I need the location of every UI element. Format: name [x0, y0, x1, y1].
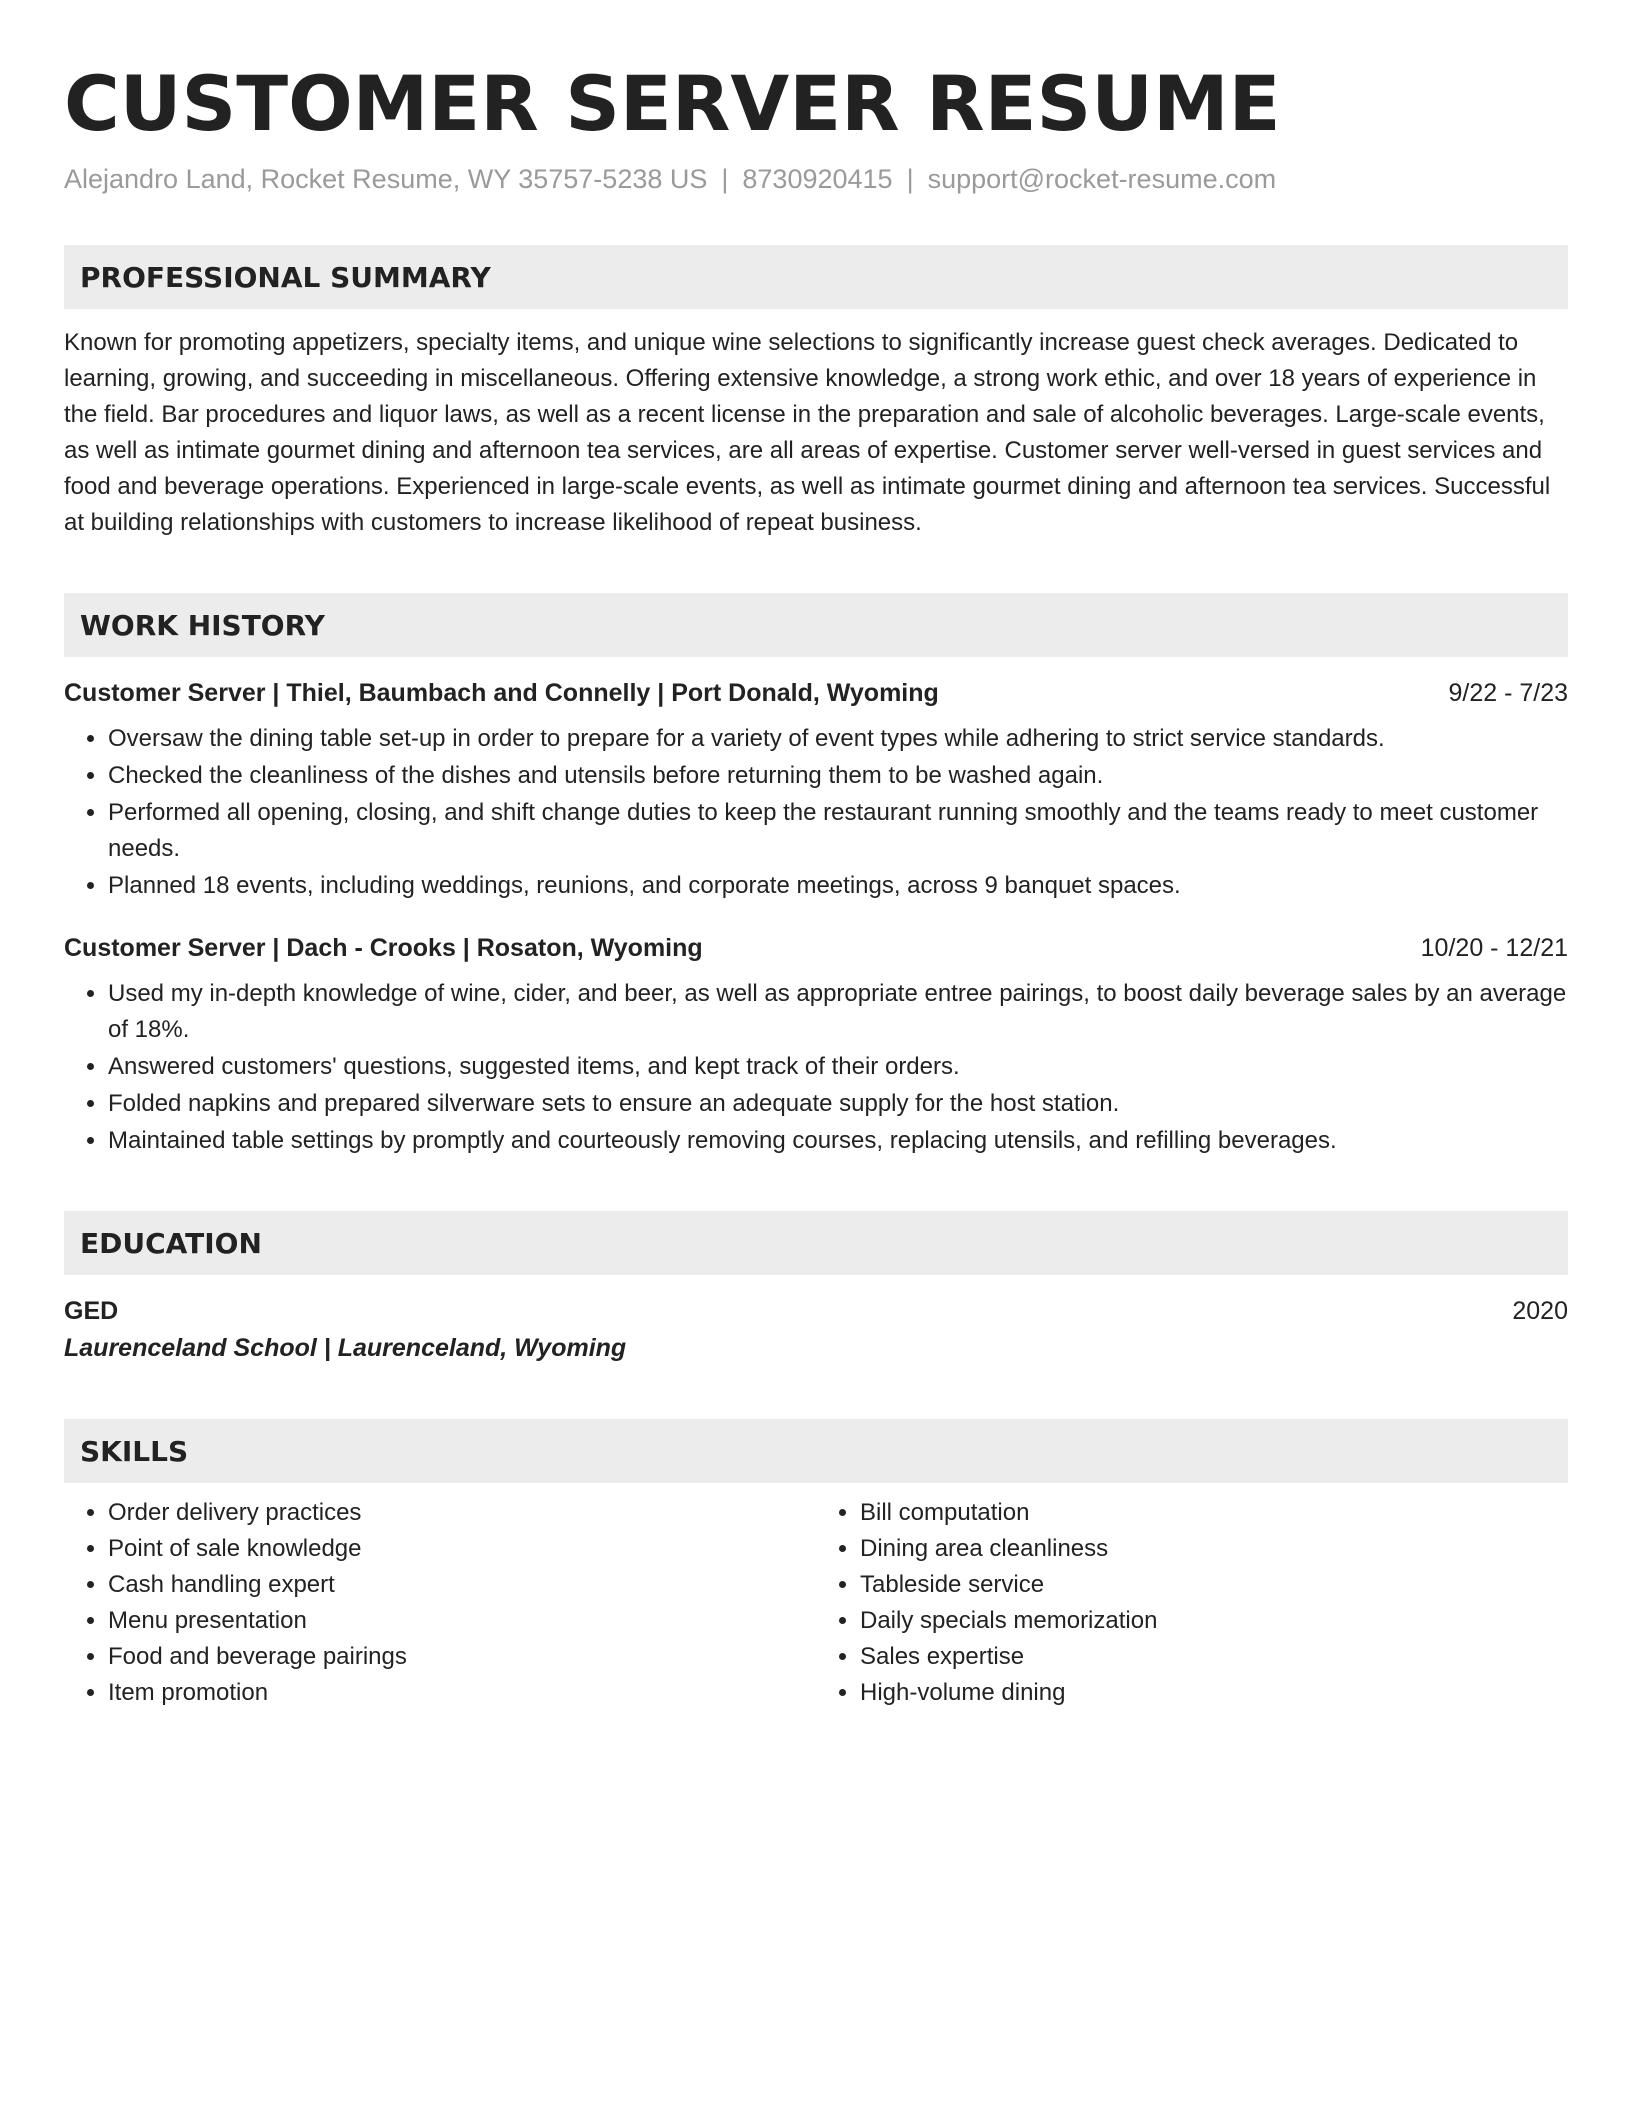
- job-title: Customer Server | Thiel, Baumbach and Connelly | Port Donald, Wyoming: [64, 679, 939, 707]
- skill-item: • Sales expertise: [860, 1639, 1568, 1675]
- resume-title: CUSTOMER SERVER RESUME: [64, 59, 1281, 148]
- job-bullet: • Maintained table settings by promptly and courteously removing courses, replacing utensils, and refilling beverages.: [108, 1123, 1568, 1159]
- section-heading-education: EDUCATION: [64, 1211, 1568, 1275]
- contact-phone: 8730920415: [742, 164, 893, 194]
- summary-text: Known for promoting appetizers, specialty items, and unique wine selections to significantly increase guest check averages. Dedicated to learning, growing, and succeeding in miscellaneous. Offering extensive knowledge, a strong work ethic, and over 18 years of experience in the field. Bar procedures and liquor laws, as well as a recent license in the preparation and sale of alcoholic beverages. Large-scale events, as well as intimate gourmet dining and afternoon tea services, are all areas of expertise. Customer server well-versed in guest services and food and beverage operations. Experienced in large-scale events, as well as intimate gourmet dining and afternoon tea services. Successful at building relationships with customers to increase likelihood of repeat business.: [64, 329, 1551, 536]
- job-entry: [64, 675, 1568, 904]
- education-entry: [64, 1293, 1568, 1367]
- skill-item: • High-volume dining: [860, 1675, 1568, 1711]
- skills-column-left: [64, 1495, 816, 1711]
- section-heading-summary: PROFESSIONAL SUMMARY: [64, 245, 1568, 309]
- skill-item: • Cash handling expert: [108, 1567, 816, 1603]
- section-heading-work-history: WORK HISTORY: [64, 593, 1568, 657]
- skills-list: [64, 1495, 1568, 1711]
- skill-item: • Bill computation: [860, 1495, 1568, 1531]
- job-title: Customer Server | Dach - Crooks | Rosaton, Wyoming: [64, 934, 703, 962]
- job-bullet: • Checked the cleanliness of the dishes and utensils before returning them to be washed again.: [108, 758, 1568, 794]
- job-header: [64, 675, 1568, 711]
- job-bullet: • Performed all opening, closing, and shift change duties to keep the restaurant running smoothly and the teams ready to meet customer needs.: [108, 795, 1568, 867]
- contact-address: Alejandro Land, Rocket Resume, WY 35757-5238 US: [64, 164, 708, 194]
- education-degree: GED: [64, 1297, 119, 1325]
- job-bullet: • Folded napkins and prepared silverware sets to ensure an adequate supply for the host station.: [108, 1086, 1568, 1122]
- job-header: [64, 930, 1568, 966]
- contact-line: [64, 164, 1568, 195]
- contact-separator: |: [906, 164, 914, 194]
- skill-item: • Item promotion: [108, 1675, 816, 1711]
- contact-email: support@rocket-resume.com: [927, 164, 1277, 194]
- job-bullets: [64, 721, 1568, 904]
- skills-column-right: [816, 1495, 1568, 1711]
- job-bullets: [64, 976, 1568, 1159]
- job-bullet: • Answered customers' questions, suggested items, and kept track of their orders.: [108, 1049, 1568, 1085]
- skill-item: • Tableside service: [860, 1567, 1568, 1603]
- job-dates: 10/20 - 12/21: [1420, 934, 1568, 962]
- job-dates: 9/22 - 7/23: [1448, 679, 1568, 707]
- skill-item: • Daily specials memorization: [860, 1603, 1568, 1639]
- education-header: [64, 1293, 1568, 1329]
- job-bullet: • Planned 18 events, including weddings, reunions, and corporate meetings, across 9 banquet spaces.: [108, 868, 1568, 904]
- skill-item: • Menu presentation: [108, 1603, 816, 1639]
- education-school: Laurenceland School | Laurenceland, Wyoming: [64, 1334, 627, 1362]
- skill-item: • Order delivery practices: [108, 1495, 816, 1531]
- section-heading-skills: SKILLS: [64, 1419, 1568, 1483]
- skill-item: • Point of sale knowledge: [108, 1531, 816, 1567]
- skill-item: • Food and beverage pairings: [108, 1639, 816, 1675]
- job-bullet: • Oversaw the dining table set-up in order to prepare for a variety of event types while adhering to strict service standards.: [108, 721, 1568, 757]
- contact-separator: |: [721, 164, 729, 194]
- education-year: 2020: [1512, 1297, 1568, 1325]
- job-bullet: • Used my in-depth knowledge of wine, cider, and beer, as well as appropriate entree pairings, to boost daily beverage sales by an average of 18%.: [108, 976, 1568, 1048]
- skill-item: • Dining area cleanliness: [860, 1531, 1568, 1567]
- job-entry: [64, 930, 1568, 1159]
